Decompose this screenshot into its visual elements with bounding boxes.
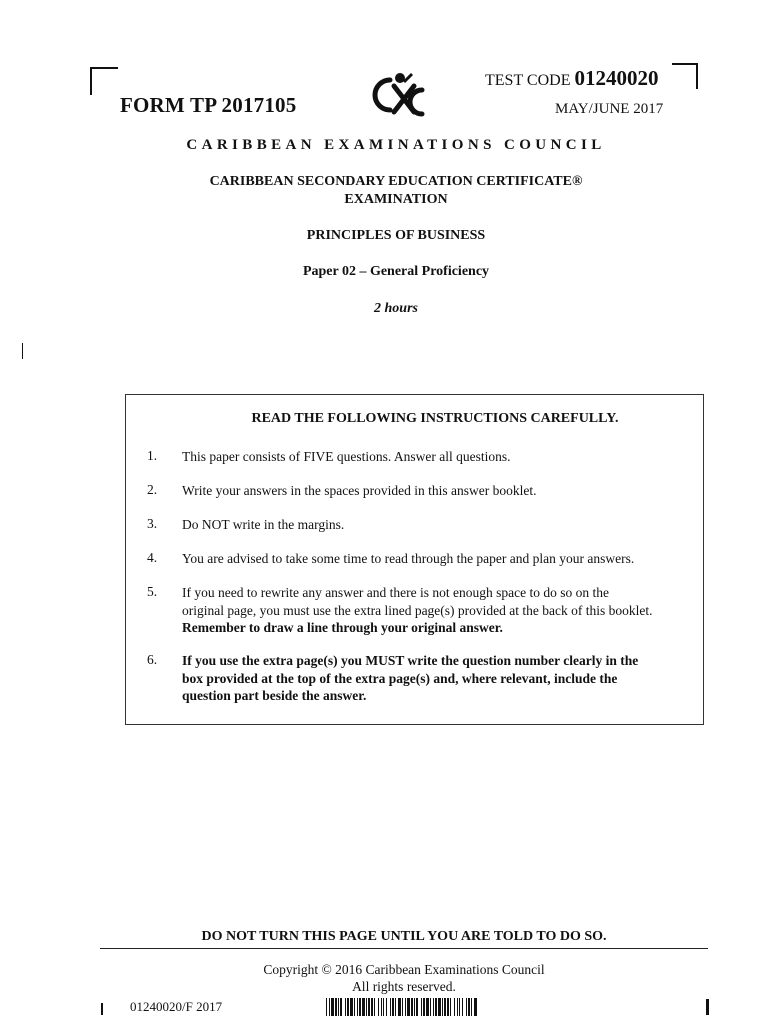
barcode-icon — [326, 998, 484, 1016]
form-number: FORM TP 2017105 — [120, 93, 297, 117]
instruction-text: If you use the extra page(s) you MUST write the question number clearly in the box provided at the top of the extra page(s) and, where relevant, include the question part beside the answer. — [182, 653, 639, 703]
instruction-number: 3. — [147, 516, 158, 531]
instruction-text — [182, 584, 654, 637]
certificate-title-line2: EXAMINATION — [344, 192, 448, 207]
footer-divider — [100, 948, 708, 949]
test-code-number: 01240020 — [574, 66, 659, 90]
exam-duration: 2 hours — [374, 301, 418, 316]
cxc-logo-icon — [360, 70, 426, 120]
footer-tick-mark-right — [706, 999, 709, 1015]
instruction-number: 6. — [147, 652, 158, 667]
test-code — [485, 66, 658, 91]
footer-tick-mark-left — [101, 1003, 103, 1015]
paper-title: Paper 02 – General Proficiency — [302, 264, 490, 279]
instruction-text: Write your answers in the spaces provided in this answer booklet. — [182, 483, 537, 498]
registration-mark-top-right — [672, 63, 698, 89]
instruction-number: 2. — [147, 482, 158, 497]
instructions-heading: READ THE FOLLOWING INSTRUCTIONS CAREFULLY. — [251, 411, 619, 426]
do-not-turn-notice: DO NOT TURN THIS PAGE UNTIL YOU ARE TOLD TO DO SO. — [201, 929, 607, 944]
instruction-text-emphasis: Remember to draw a line through your original answer. — [182, 620, 503, 635]
instruction-text: You are advised to take some time to read through the paper and plan your answers. — [182, 551, 635, 566]
exam-session: MAY/JUNE 2017 — [555, 101, 664, 117]
instruction-number: 4. — [147, 550, 158, 565]
rights-notice: All rights reserved. — [352, 979, 456, 994]
instruction-number: 5. — [147, 584, 158, 599]
registration-mark-top-left — [90, 67, 118, 95]
certificate-title-line1: CARIBBEAN SECONDARY EDUCATION CERTIFICATE® — [209, 174, 583, 189]
copyright-notice: Copyright © 2016 Caribbean Examinations Council — [263, 962, 545, 977]
instruction-text-plain: If you need to rewrite any answer and there is not enough space to do so on the original page, you must use the extra lined page(s) provided at the back of this booklet. — [182, 585, 653, 618]
test-code-label: TEST CODE — [485, 72, 571, 89]
margin-tick-mark — [22, 343, 23, 359]
instruction-number: 1. — [147, 448, 158, 463]
instruction-text: Do NOT write in the margins. — [182, 517, 345, 532]
instruction-text: This paper consists of FIVE questions. Answer all questions. — [182, 449, 511, 464]
footer-paper-code: 01240020/F 2017 — [130, 999, 223, 1014]
council-title: CARIBBEAN EXAMINATIONS COUNCIL — [186, 137, 606, 153]
subject-title: PRINCIPLES OF BUSINESS — [306, 228, 486, 243]
